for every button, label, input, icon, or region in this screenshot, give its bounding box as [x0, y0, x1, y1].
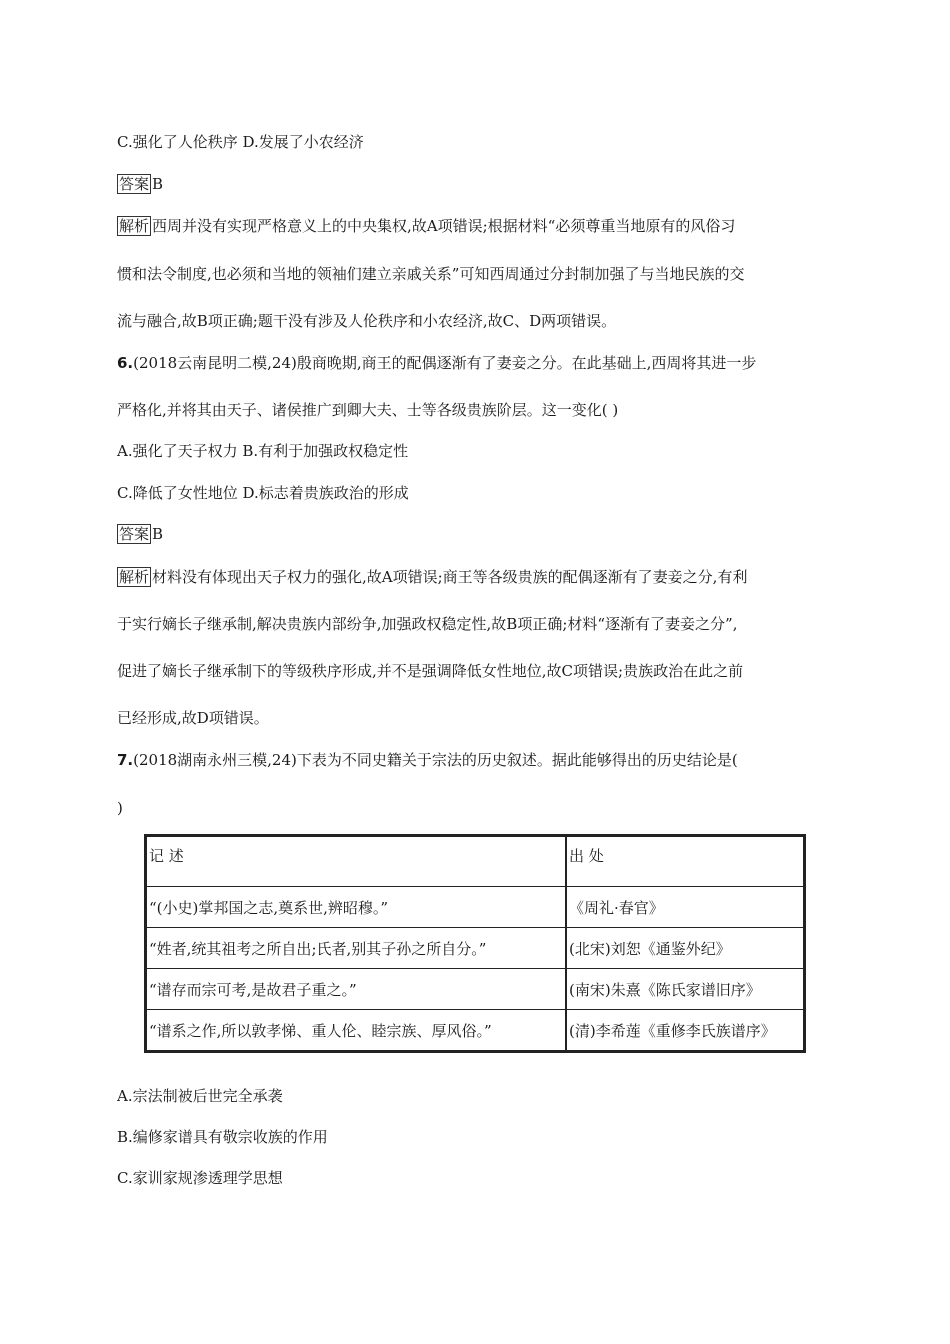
analysis-line — [117, 216, 735, 236]
answer-line — [117, 174, 163, 194]
table-row — [146, 969, 805, 1010]
analysis-line — [117, 567, 747, 587]
analysis-line: 促进了嫡长子继承制下的等级秩序形成,并不是强调降低女性地位,故C项错误;贵族政治在此之前 — [117, 662, 744, 680]
question-number: 6. — [117, 354, 134, 372]
question-7-stem — [117, 750, 738, 770]
analysis-line: 于实行嫡长子继承制,解决贵族内部纷争,加强政权稳定性,故B项正确;材料“逐渐有了妻妾之分”, — [117, 615, 738, 633]
table-cell: 《周礼·春官》 — [566, 887, 805, 928]
table-cell: (清)李希莲《重修李氏族谱序》 — [566, 1010, 805, 1052]
analysis-tag: 解析 — [119, 568, 150, 586]
table-cell: “谱存而宗可考,是故君子重之。” — [146, 969, 567, 1010]
option-line-cd: C.强化了人伦秩序 D.发展了小农经济 — [117, 133, 364, 151]
table-cell: “谱系之作,所以敦孝悌、重人伦、睦宗族、厚风俗。” — [146, 1010, 567, 1052]
analysis-tag: 解析 — [119, 217, 150, 235]
table-header-cell: 记 述 — [146, 836, 567, 887]
option-line-ab: A.强化了天子权力 B.有利于加强政权稳定性 — [117, 442, 409, 460]
analysis-text: 材料没有体现出天子权力的强化,故A项错误;商王等各级贵族的配偶逐渐有了妻妾之分,有利 — [152, 568, 748, 586]
answer-tag: 答案 — [119, 525, 150, 543]
answer-line — [117, 524, 163, 544]
question-text-line: 严格化,并将其由天子、诸侯推广到卿大夫、士等各级贵族阶层。这一变化( ) — [117, 401, 619, 419]
table-header-row — [146, 836, 805, 887]
question-number: 7. — [117, 751, 134, 769]
table-cell: (北宋)刘恕《通鉴外纪》 — [566, 928, 805, 969]
analysis-text: 西周并没有实现严格意义上的中央集权,故A项错误;根据材料“必须尊重当地原有的风俗习 — [152, 217, 736, 235]
analysis-line: 惯和法令制度,也必须和当地的领袖们建立亲戚关系”可知西周通过分封制加强了与当地民族的交 — [117, 265, 745, 283]
table-cell: “姓者,统其祖考之所自出;氏者,别其子孙之所自分。” — [146, 928, 567, 969]
table-header-cell: 出 处 — [566, 836, 805, 887]
analysis-line: 已经形成,故D项错误。 — [117, 709, 269, 727]
source-table — [144, 834, 806, 1053]
option-line-cd: C.降低了女性地位 D.标志着贵族政治的形成 — [117, 484, 409, 502]
table-row — [146, 887, 805, 928]
table-cell: “(小史)掌邦国之志,奠系世,辨昭穆。” — [146, 887, 567, 928]
question-6-stem — [117, 353, 756, 373]
answer-tag: 答案 — [119, 175, 150, 193]
answer-value: B — [152, 175, 164, 193]
analysis-line: 流与融合,故B项正确;题干没有涉及人伦秩序和小农经济,故C、D两项错误。 — [117, 312, 617, 330]
table-row — [146, 928, 805, 969]
question-text: (2018云南昆明二模,24)殷商晚期,商王的配偶逐渐有了妻妾之分。在此基础上,西周将其进一步 — [133, 354, 757, 372]
answer-value: B — [152, 525, 164, 543]
option-a: A.宗法制被后世完全承袭 — [117, 1087, 283, 1105]
option-b: B.编修家谱具有敬宗收族的作用 — [117, 1128, 328, 1146]
question-text-line: ) — [117, 799, 123, 817]
option-c: C.家训家规渗透理学思想 — [117, 1169, 283, 1187]
question-text: (2018湖南永州三模,24)下表为不同史籍关于宗法的历史叙述。据此能够得出的历史结论是( — [133, 751, 738, 769]
table-cell: (南宋)朱熹《陈氏家谱旧序》 — [566, 969, 805, 1010]
table-row — [146, 1010, 805, 1052]
